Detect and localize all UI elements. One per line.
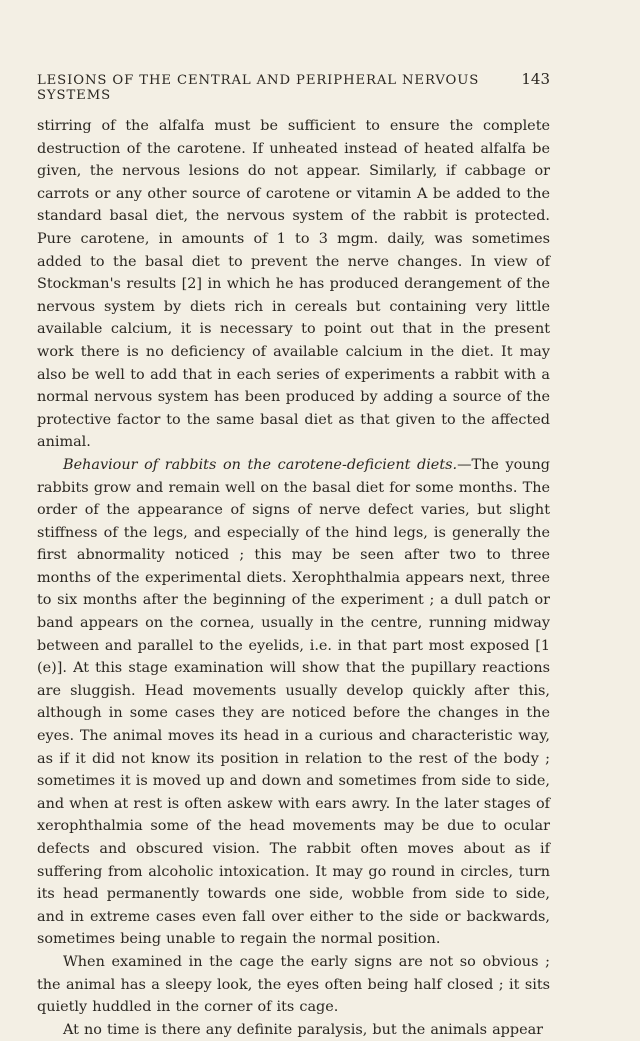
paragraph-4 <box>37 1019 550 1041</box>
running-title: LESIONS OF THE CENTRAL AND PERIPHERAL NERVOUS SYSTEMS <box>37 73 480 103</box>
paragraph-2-text: —The young rabbits grow and remain well on the basal diet for some months. The order of the appearance of signs of nerve defect varies, but slight stiffness of the legs, and especially of the hind legs, is generally the first abnormality noticed ; this may be seen after two to three months of the experimental diets. Xerophthalmia appears next, three to six months after the beginning of the experiment ; a dull patch or band appears on the cornea, usually in the centre, running midway between and parallel to the eyelids, i.e. in that part most exposed [1 (e)]. At this stage examination will show that the pupillary reactions are sluggish. Head movements usually develop quickly after this, although in some cases they are noticed before the changes in the eyes. The animal moves its head in a curious and characteristic way, as if it did not know its position in relation to the rest of the body ; sometimes it is moved up and down and sometimes from side to side, and when at rest is often askew with ears awry. In the later stages of xerophthalmia some of the head movements may be due to ocular defects and obscured vision. The rabbit often moves about as if suffering from alcoholic intoxication. It may go round in circles, turn its head permanently towards one side, wobble from side to side, and in extreme cases even fall over either to the side or backwards, sometimes being unable to regain the normal position. <box>37 456 550 948</box>
paragraph-3 <box>37 951 550 1019</box>
body-text <box>37 115 550 1041</box>
running-header <box>37 70 550 103</box>
section-heading: Behaviour of rabbits on the carotene-deficient diets. <box>63 456 458 473</box>
paragraph-4-text: At no time is there any definite paralysis, but the animals appear <box>63 1021 544 1038</box>
paragraph-1 <box>37 115 550 454</box>
page-number: 143 <box>521 70 550 88</box>
paragraph-1-text: stirring of the alfalfa must be sufficient to ensure the complete destruction of the carotene. If unheated instead of heated alfalfa be given, the nervous lesions do not appear. Similarly, if cabbage or carrots or any other source of carotene or vitamin A be added to the standard basal diet, the nervous system of the rabbit is protected. Pure carotene, in amounts of 1 to 3 mgm. daily, was sometimes added to the basal diet to prevent the nerve changes. In view of Stockman's results [2] in which he has produced derangement of the nervous system by diets rich in cereals but containing very little available calcium, it is necessary to point out that in the present work there is no deficiency of available calcium in the diet. It may also be well to add that in each series of experiments a rabbit with a normal nervous system has been produced by adding a source of the protective factor to the same basal diet as that given to the affected animal. <box>37 118 550 451</box>
paragraph-2 <box>37 454 550 951</box>
paragraph-3-text: When examined in the cage the early signs are not so obvious ; the animal has a sleepy look, the eyes often being half closed ; it sits quietly huddled in the corner of its cage. <box>37 953 550 1016</box>
